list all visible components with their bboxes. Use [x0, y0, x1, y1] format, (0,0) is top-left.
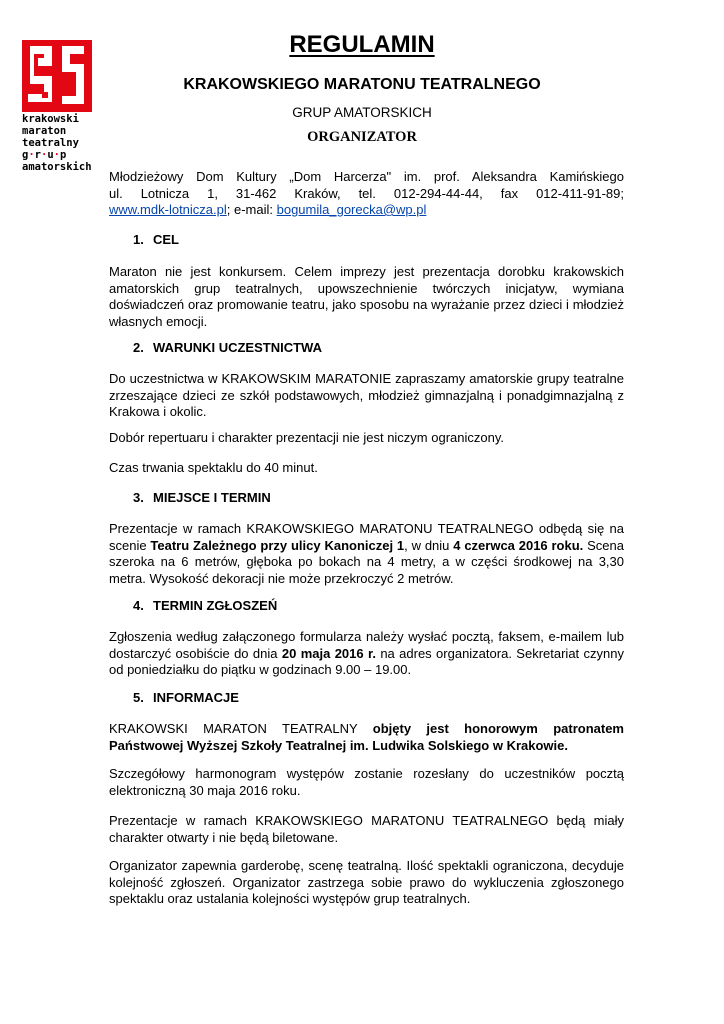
- venue-name: Teatru Zależnego przy ulicy Kanoniczej 1: [150, 537, 405, 553]
- document-title: REGULAMIN: [289, 31, 435, 58]
- section-heading-informacje: [133, 690, 239, 707]
- organizer-line-3: [109, 202, 624, 219]
- section-cel-text: Maraton nie jest konkursem. Celem imprezy jest prezentacja dorobku krakowskich amatorskich grup teatralnych, upowszechnienie twórczych inicjatyw, wymiana doświadczeń oraz promowanie teatru, jako sposobu na wyrażanie przez dzieci i młodzież własnych emocji.: [109, 264, 624, 329]
- section-informacje-p3: Prezentacje w ramach KRAKOWSKIEGO MARATONU TEATRALNEGO będą miały charakter otwarty i nie będą biletowane.: [109, 813, 624, 845]
- section-informacje-p1-block: [109, 721, 624, 754]
- section-number: 4.: [133, 598, 144, 613]
- section-title: INFORMACJE: [153, 690, 239, 705]
- section-informacje-p2: Szczegółowy harmonogram występów zostanie rozesłany do uczestników pocztą elektroniczną 30 maja 2016 roku.: [109, 766, 624, 798]
- logo-line-krakowski: krakowski: [22, 113, 79, 125]
- text-run: KRAKOWSKI MARATON TEATRALNY: [109, 721, 373, 736]
- section-number: 3.: [133, 490, 144, 505]
- logo-letter: p: [59, 149, 67, 161]
- document-subtitle: KRAKOWSKIEGO MARATONU TEATRALNEGO: [183, 76, 541, 93]
- section-informacje-p3-block: [109, 813, 624, 846]
- section-title: MIEJSCE I TERMIN: [153, 490, 271, 505]
- logo-letter: g: [22, 149, 29, 161]
- text-run: Zgłoszenia według załączonego formularza należy wysłać pocztą, faksem, e-mailem lub dostarczyć osobiście do dnia: [109, 629, 624, 661]
- section-warunki-body: [109, 371, 624, 421]
- section-heading-miejsce: [133, 490, 271, 507]
- section-title: TERMIN ZGŁOSZEŃ: [153, 598, 278, 613]
- section-title: WARUNKI UCZESTNICTWA: [153, 340, 322, 355]
- organizer-block: [109, 169, 624, 219]
- section-informacje-p1: [109, 721, 624, 754]
- section-termin-text: [109, 629, 624, 679]
- section-number: 2.: [133, 340, 144, 355]
- email-label: ; e-mail:: [226, 202, 277, 217]
- text-run: Prezentacje w ramach KRAKOWSKIEGO MARATONU TEATRALNEGO odbędą się na scenie: [109, 521, 624, 553]
- logo-line-amatorskich: amatorskich: [22, 161, 92, 173]
- section-warunki-p2: Dobór repertuaru i charakter prezentacji nie jest niczym ograniczony.: [109, 430, 504, 445]
- deadline-date: 20 maja 2016 r.: [281, 645, 376, 661]
- organizer-line-2: ul. Lotnicza 1, 31-462 Kraków, tel. 012-294-44-44, fax 012-411-91-89;: [109, 185, 624, 201]
- website-link[interactable]: www.mdk-lotnicza.pl: [109, 202, 227, 217]
- logo-line-teatralny: teatralny: [22, 137, 79, 149]
- text-run: Scena szeroka na 6 metrów, głęboka po bokach na 4 metry, a w części środkowej na 3,30 metra. Wysokość dekoracji nie może przekroczyć 2 metrów.: [109, 537, 624, 586]
- logo-line-maraton: maraton: [22, 125, 67, 137]
- section-number: 5.: [133, 690, 144, 705]
- section-warunki-p3: Czas trwania spektaklu do 40 minut.: [109, 460, 318, 475]
- section-heading-warunki: [133, 340, 322, 357]
- organizer-heading: ORGANIZATOR: [307, 129, 417, 145]
- event-date: 4 czerwca 2016 roku.: [453, 537, 584, 553]
- section-informacje-p4: Organizator zapewnia garderobę, scenę teatralną. Ilość spektakli ograniczona, decyduje kolejność zgłoszeń. Organizator zastrzega sobie prawo do wykluczenia zgłoszonego spektaklu oraz ustalania kolejności występów grup teatralnych.: [109, 858, 624, 906]
- document-subtitle-2: GRUP AMATORSKICH: [292, 105, 432, 120]
- section-number: 1.: [133, 232, 144, 247]
- logo-text: [22, 113, 94, 173]
- section-informacje-p4-block: [109, 858, 624, 908]
- section-heading-cel: [133, 232, 179, 249]
- patronage-text: objęty jest honorowym patronatem Państwowej Wyższej Szkoły Teatralnej im. Ludwika Solskiego w Krakowie.: [109, 721, 624, 753]
- section-heading-termin: [133, 598, 277, 615]
- text-run: , w dniu: [404, 537, 454, 553]
- text-run: na adres organizatora. Sekretariat czynny od poniedziałku do piątku w godzinach 9.00 – 19.00.: [109, 645, 624, 677]
- section-title: CEL: [153, 232, 179, 247]
- section-termin-body: [109, 629, 624, 679]
- section-informacje-p2-block: [109, 766, 624, 799]
- section-warunki-p1: Do uczestnictwa w KRAKOWSKIM MARATONIE zapraszamy amatorskie grupy teatralne zrzeszające dzieci ze szkół podstawowych, młodzież gimnazjalną i ponadgimnazjalną z Krakowa i okolic.: [109, 371, 624, 419]
- section-warunki-p3-block: [109, 460, 624, 477]
- section-cel-body: [109, 264, 624, 330]
- organizer-line-1: Młodzieżowy Dom Kultury „Dom Harcerza" im. prof. Aleksandra Kamińskiego: [109, 169, 624, 184]
- email-link[interactable]: bogumila_gorecka@wp.pl: [276, 202, 427, 217]
- section-miejsce-text: [109, 521, 624, 587]
- section-miejsce-body: [109, 521, 624, 587]
- section-warunki-p2-block: [109, 430, 624, 447]
- logo-letter: r: [34, 149, 41, 161]
- logo-letter: u: [47, 149, 54, 161]
- logo-line-grup: g·r·u·p: [22, 149, 67, 161]
